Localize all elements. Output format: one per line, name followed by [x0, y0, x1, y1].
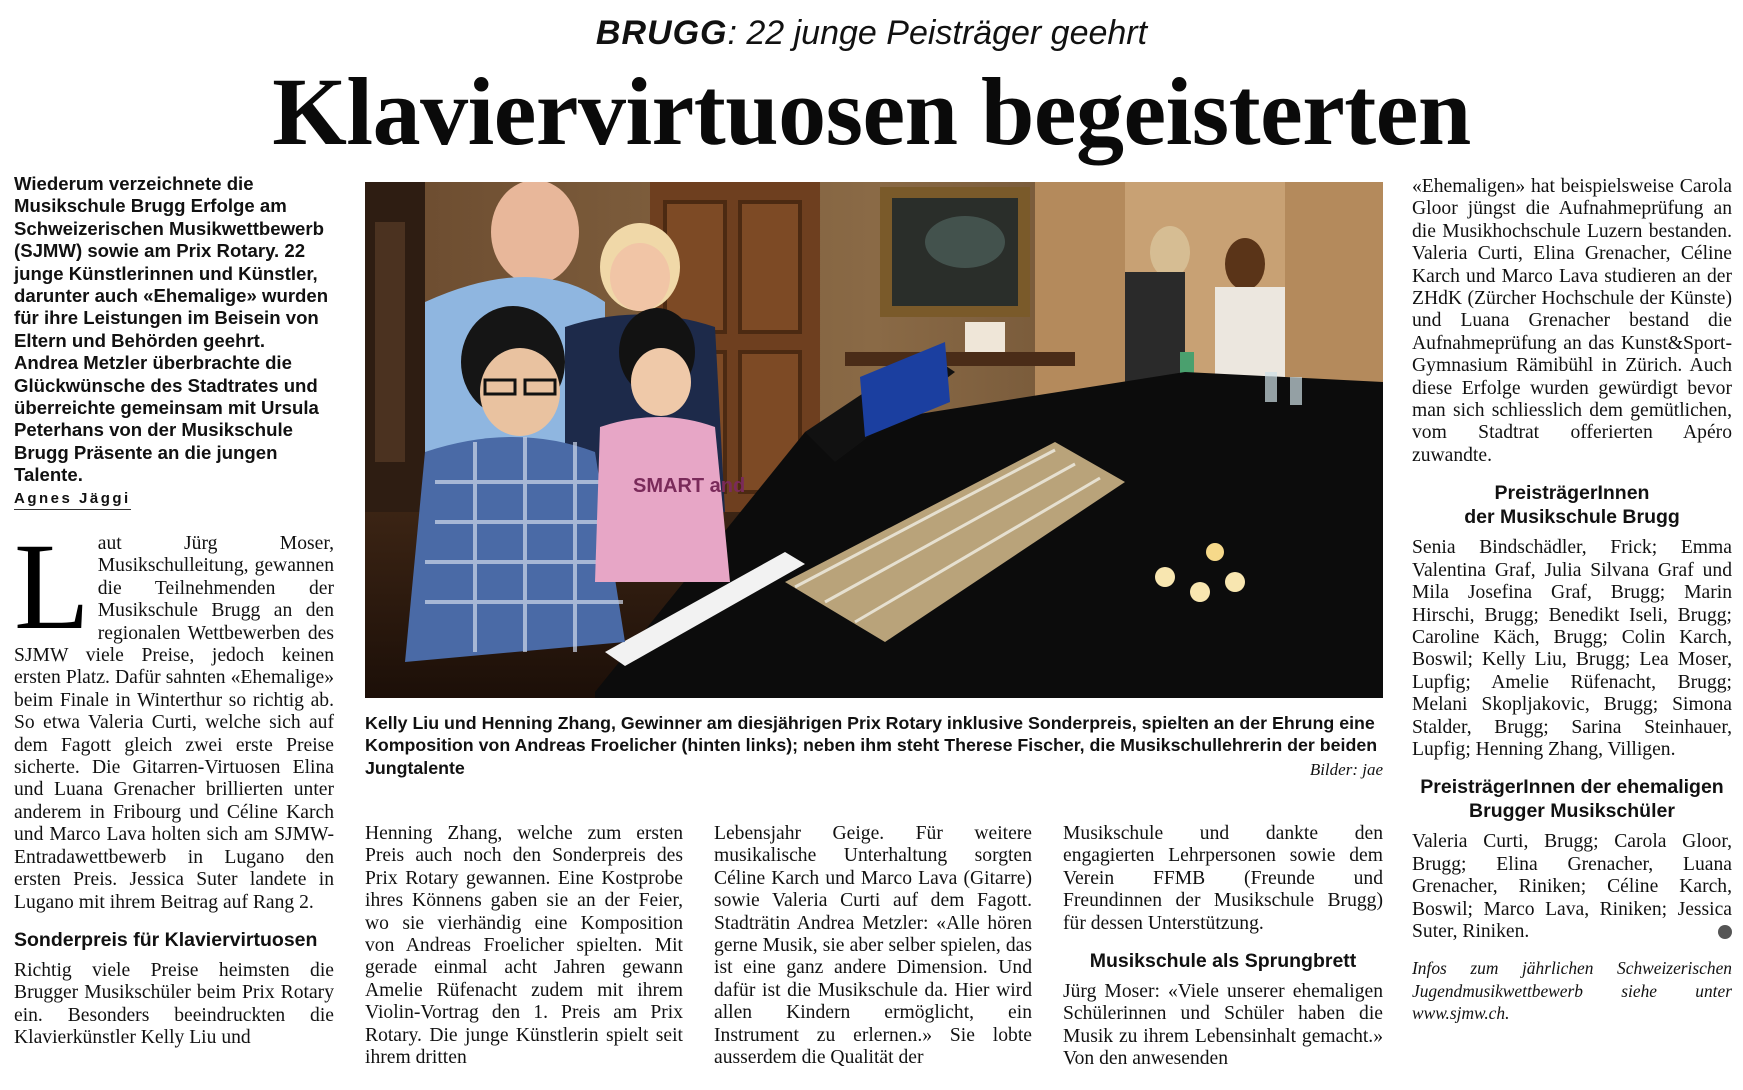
subhead-sprungbrett: Musikschule als Sprungbrett: [1089, 950, 1357, 973]
photo-caption: Kelly Liu und Henning Zhang, Gewinner am diesjährigen Prix Rotary inklusive Sonderpreis, spielten an der Ehrung eine Komposition von Andreas Froelicher (hinten links); neben ihm steht Therese Fischer, die Musikschullehrerin der beiden Jungtalente: [365, 713, 1378, 778]
subhead-ehemalige: PreisträgerInnen der ehemaligen Brugger Musikschüler: [1420, 776, 1724, 823]
byline: Agnes Jäggi: [14, 490, 131, 510]
photo-credit: Bilder: jae: [1309, 760, 1383, 779]
column-2: [365, 823, 683, 1069]
column-4: [1063, 823, 1383, 1071]
column-1: [14, 518, 334, 1050]
kicker-text: 22 junge Peisträger geehrt: [736, 14, 1148, 52]
body-paragraph: Richtig viele Preise heimsten die Brugger Musikschüler beim Prix Rotary ein. Besonders beeindruckten die Klavierkünstler Kelly Liu und: [14, 959, 334, 1049]
end-mark-icon: [1718, 925, 1732, 939]
photo: [365, 182, 1383, 698]
info-note: Infos zum jährlichen Schweizerischen Jugendmusikwettbewerb siehe unter www.sjmw.ch.: [1412, 958, 1732, 1024]
column-5: [1412, 176, 1732, 1025]
kicker-separator: :: [727, 14, 737, 52]
headline: Klaviervirtuosen begeisterten: [272, 58, 1471, 165]
body-paragraph: Jürg Moser: «Viele unserer ehemaligen Schülerinnen und Schüler haben die Musik zu ihrem Lebensinhalt gemacht.» Von den anwesenden: [1063, 981, 1383, 1070]
column-3: [714, 823, 1032, 1069]
winners-list: Senia Bindschädler, Frick; Emma Valentina Graf, Julia Silvana Graf und Mila Josefina Graf, Brugg; Marin Hirschi, Brugg; Benedikt Iseli, Brugg; Caroline Käch, Brugg; Colin Karch, Boswil; Kelly Liu, Brugg; Lea Moser, Lupfig; Amelie Rüfenacht, Brugg; Melani Skopljakovic, Brugg; Simona Stalder, Brugg; Sarina Steinhauer, Lupfig; Henning Zhang, Villigen.: [1412, 537, 1732, 760]
kicker: [0, 14, 1743, 53]
kicker-place: BRUGG: [595, 14, 728, 52]
alumni-list: Valeria Curti, Brugg; Carola Gloor, Brugg; Elina Grenacher, Luana Grenacher, Riniken; Céline Karch, Boswil; Marco Lava, Riniken; Jessica Suter, Riniken.: [1412, 831, 1732, 942]
subhead-preistraeger: PreisträgerInnen der Musikschule Brugg: [1464, 482, 1680, 529]
body-paragraph: Henning Zhang, welche zum ersten Preis auch noch den Sonderpreis des Prix Rotary gewannen. Eine Kostprobe ihres Könnens gaben sie an der Feier, wo sie vierhändig eine Komposition von Andreas Froelicher spielten. Mit gerade einmal acht Jahren gewann Amelie Rüfenacht zudem mit ihrem Violin-Vortrag den 1. Preis am Prix Rotary. Die junge Künstlerin spielt seit ihrem dritten: [365, 823, 683, 1069]
subhead-sonderpreis: Sonderpreis für Klaviervirtuosen: [14, 928, 318, 951]
body-paragraph: Musikschule und dankte den engagierten Lehrpersonen sowie dem Verein FFMB (Freunde und Freundinnen der Musikschule Brugg) für dessen Unterstützung.: [1063, 823, 1383, 934]
shirt-text: SMART and: [633, 475, 746, 497]
photo-illustration: [365, 182, 1383, 698]
body-paragraph: Laut Jürg Moser, Musikschulleitung, gewannen die Teilnehmenden der Musikschule Brugg an den regionalen Wettbewerben des SJMW viele Preise, jedoch keinen ersten Platz. Dafür sahnten «Ehemalige» beim Finale in Winterthur so richtig ab. So etwa Valeria Curti, welche sich auf dem Fagott gleich zwei erste Preise sicherte. Die Gitarren-Virtuosen Elina und Luana Grenacher brillierten unter anderem in Fribourg und Céline Karch und Marco Lava holten sich am SJMW-Entradawettbewerb in Lugano den ersten Preis. Jessica Suter landete in Lugano mit ihrem Beitrag auf Rang 2.: [14, 518, 334, 913]
lead-paragraph: Wiederum verzeichnete die Musikschule Brugg Erfolge am Schweizerischen Musikwettbewerb (SJMW) sowie am Prix Rotary. 22 junge Künstlerinnen und Künstler, darunter auch «Ehemalige» wurden für ihre Leistungen im Beisein von Eltern und Behörden geehrt. Andrea Metzler überbrachte die Glückwünsche des Stadtrates und überreichte gemeinsam mit Ursula Peterhans von der Musikschule Brugg Präsente an die jungen Talente.: [14, 173, 329, 486]
body-paragraph: Lebensjahr Geige. Für weitere musikalische Unterhaltung sorgten Céline Karch und Marco Lava (Gitarre) sowie Valeria Curti auf dem Fagott. Stadträtin Andrea Metzler: «Alle hören gerne Musik, sie aber selber spielen, das ist eine ganz andere Dimension. Und dafür ist die Musikschule da. Hier wird allen Kindern ermöglicht, ein Instrument zu erlernen.» Sie lobte ausserdem die Qualität der: [714, 823, 1032, 1069]
body-paragraph: «Ehemaligen» hat beispielsweise Carola Gloor jüngst die Aufnahmeprüfung an die Musikhochschule Luzern bestanden. Valeria Curti, Elina Grenacher, Céline Karch und Marco Lava studieren an der ZHdK (Zürcher Hochschule der Künste) und Luana Grenacher bestand die Aufnahmeprüfung an das Kunst&Sport-Gymnasium Rämibühl in Zürich. Auch diese Erfolge wurden gewürdigt bevor man sich schliesslich dem gemütlichen, vom Stadtrat offerierten Apéro zuwandte.: [1412, 176, 1732, 466]
drop-cap: L: [14, 518, 90, 655]
